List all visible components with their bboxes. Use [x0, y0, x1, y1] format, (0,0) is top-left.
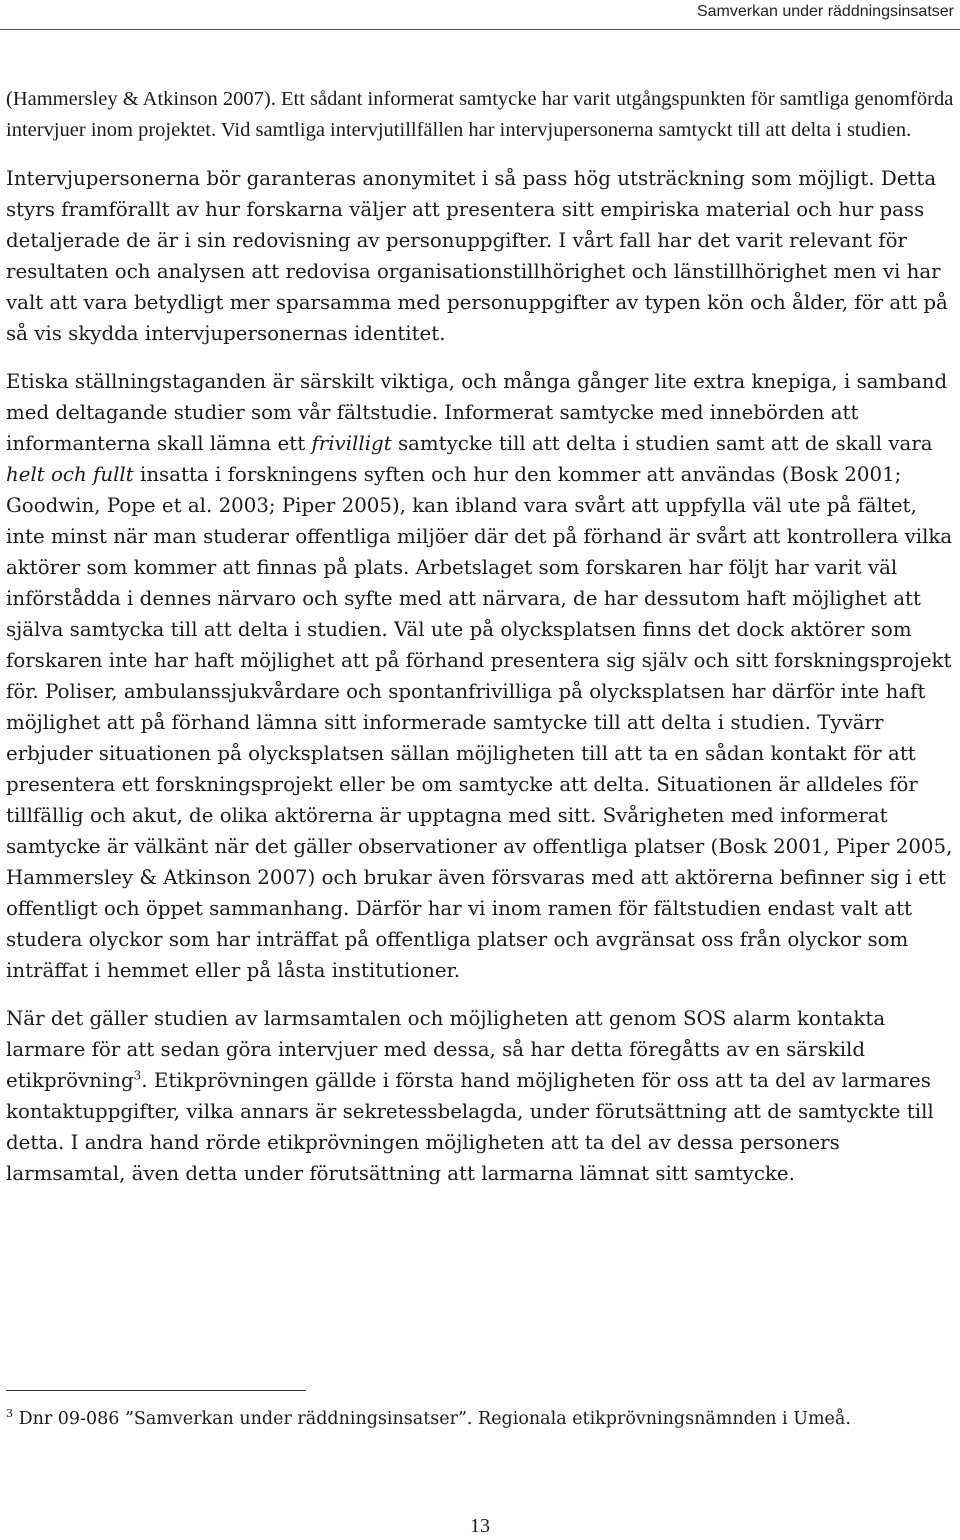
emphasis-helt-och-fullt: helt och fullt: [6, 463, 134, 486]
paragraph-4-part-b: . Etikprövningen gällde i första hand möjligheten för oss att ta del av larmares kontaktuppgifter, vilka annars är sekretessbelagda, under förutsättning att de samtyckte till detta. I andra hand rörde etikprövningen möjligheten att ta del av dessa personers larmsamtal, även detta under förutsättning att larmarna lämnat sitt samtycke.: [6, 1069, 934, 1185]
paragraph-3-part-b: samtycke till att delta i studien samt att de skall vara: [391, 432, 933, 455]
header-divider: [0, 29, 960, 30]
body-text: [6, 84, 956, 1189]
footnote: [6, 1408, 956, 1430]
page-number: 13: [470, 1515, 490, 1537]
footnote-reference[interactable]: 3: [133, 1068, 142, 1083]
page-header: [0, 0, 960, 30]
paragraph-3-part-a: Etiska ställningstaganden är särskilt viktiga, och många gånger lite extra knepiga, i samband med deltagande studier som vår fältstudie. Informerat samtycke med innebörden att informanterna skall lämna ett: [6, 370, 948, 455]
footnote-divider: [6, 1390, 306, 1391]
emphasis-frivilligt: frivilligt: [311, 432, 392, 455]
paragraph-1: (Hammersley & Atkinson 2007). Ett sådant informerat samtycke har varit utgångspunkten för samtliga genomförda intervjuer inom projektet. Vid samtliga intervjutillfällen har intervjupersonerna samtyckt till att delta i studien.: [6, 88, 954, 141]
footnote-text: Dnr 09-086 ”Samverkan under räddningsinsatser”. Regionala etikprövningsnämnden i Umeå.: [13, 1409, 851, 1429]
paragraph-3: [6, 366, 956, 986]
running-header-title: Samverkan under räddningsinsatser: [696, 3, 954, 20]
paragraph-2: Intervjupersonerna bör garanteras anonymitet i så pass hög utsträckning som möjligt. Detta styrs framförallt av hur forskarna väljer att presentera sitt empiriska material och hur pass detaljerade de är i sin redovisning av personuppgifter. I vårt fall har det varit relevant för resultaten och analysen att redovisa organisationstillhörighet och länstillhörighet men vi har valt att vara betydligt mer sparsamma med personuppgifter av typen kön och ålder, för att på så vis skydda intervjupersonernas identitet.: [6, 167, 948, 345]
paragraph-3-part-c: insatta i forskningens syften och hur den kommer att användas (Bosk 2001; Goodwin, Pope et al. 2003; Piper 2005), kan ibland vara svårt att uppfylla väl ute på fältet, inte minst när man studerar offentliga miljöer där det på förhand är svårt att kontrollera vilka aktörer som kommer att finnas på plats. Arbetslaget som forskaren har följt har varit väl införstådda i dennes närvaro och syfte med att närvara, de har dessutom haft möjlighet att själva samtycka till att delta i studien. Väl ute på olycksplatsen finns det dock aktörer som forskaren inte har haft möjlighet att på förhand presentera sig själv och sitt forskningsprojekt för. Poliser, ambulanssjukvårdare och spontanfrivilliga på olycksplatsen har därför inte haft möjlighet att på förhand lämna sitt informerade samtycke till att delta i studien. Tyvärr erbjuder situationen på olycksplatsen sällan möjligheten till att ta en sådan kontakt för att presentera ett forskningsprojekt eller be om samtycke att delta. Situationen är alldeles för tillfällig och akut, de olika aktörerna är upptagna med sitt. Svårigheten med informerat samtycke är välkänt när det gäller observationer av offentliga platser (Bosk 2001, Piper 2005, Hammersley & Atkinson 2007) och brukar även försvaras med att aktörerna befinner sig i ett offentligt och öppet sammanhang. Därför har vi inom ramen för fältstudien endast valt att studera olyckor som har inträffat på offentliga platser och avgränsat oss från olyckor som inträffat i hemmet eller på låsta institutioner.: [6, 463, 953, 982]
footnote-marker: 3: [6, 1407, 13, 1421]
paragraph-4: [6, 1003, 956, 1189]
paragraph-4-part-a: När det gäller studien av larmsamtalen och möjligheten att genom SOS alarm kontakta larmare för att sedan göra intervjuer med dessa, så har detta föregåtts av en särskild etikprövning: [6, 1007, 886, 1092]
